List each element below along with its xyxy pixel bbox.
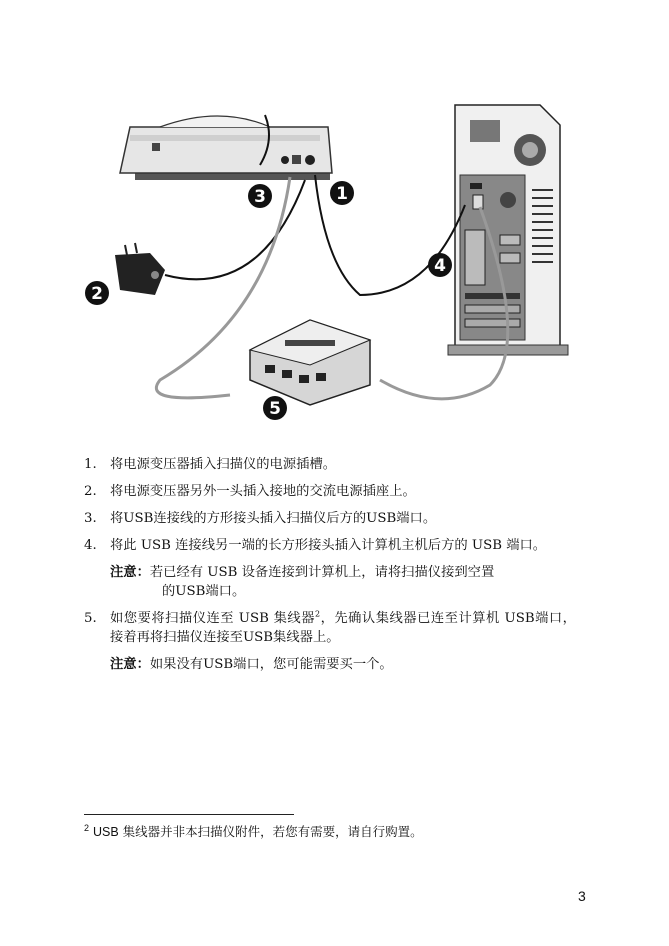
- svg-text:1: 1: [336, 184, 348, 204]
- step-text: 将电源变压器插入扫描仪的电源插槽。: [110, 457, 337, 472]
- scanner-device: [120, 116, 332, 180]
- step-number: 5.: [84, 611, 97, 626]
- svg-text:4: 4: [434, 256, 446, 276]
- step-text: 如您要将扫描仪连至 USB 集线器$^2$，先确认集线器已连至计算机 USB端口， 接着再将扫描仪连接至USB集线器上。: [110, 609, 576, 645]
- svg-text:5: 5: [269, 399, 281, 419]
- step-text: 将电源变压器另外一头插入接地的交流电源插座上。: [110, 484, 416, 499]
- svg-text:3: 3: [254, 187, 266, 207]
- instruction-steps: [84, 455, 576, 682]
- step-text: 将USB连接线的方形接头插入扫描仪后方的USB端口。: [110, 511, 437, 526]
- power-adapter: [115, 243, 165, 295]
- footnote-divider: [84, 814, 294, 815]
- note-no-usb: [84, 655, 576, 674]
- step-number: 2.: [84, 484, 97, 499]
- footnote-mark: 2: [84, 822, 90, 833]
- callout-4: [428, 253, 452, 277]
- note-label: 注意：: [110, 657, 150, 672]
- note-label: 注意：: [110, 565, 150, 580]
- step-number: 4.: [84, 538, 97, 553]
- step-item: [84, 482, 576, 501]
- step-item: [84, 509, 576, 528]
- footnote-text: 集线器并非本扫描仪附件，若您有需要，请自行购置。: [118, 824, 423, 839]
- usb-hub: [250, 320, 370, 405]
- svg-text:2: 2: [91, 284, 103, 304]
- step-number: 3.: [84, 511, 97, 526]
- callout-1: [330, 181, 354, 205]
- note-usb-device: [84, 563, 576, 601]
- connection-illustration: [60, 95, 600, 425]
- note-text: 如果没有USB端口，您可能需要买一个。: [149, 657, 393, 672]
- footnote-ref: 2: [314, 609, 321, 619]
- page-number: 3: [578, 888, 586, 904]
- step-item: [84, 536, 576, 555]
- callout-2: [85, 281, 109, 305]
- note-text-line1: 若已经有 USB 设备连接到计算机上，请将扫描仪接到空置: [149, 565, 495, 580]
- step-item: [84, 455, 576, 474]
- step-number: 1.: [84, 457, 97, 472]
- step-text: 将此 USB 连接线另一端的长方形接头插入计算机主机后方的 USB 端口。: [110, 538, 547, 553]
- step-item: [84, 609, 576, 647]
- callout-3: [248, 184, 272, 208]
- callout-5: [263, 396, 287, 420]
- note-text-line2: 的USB端口。: [162, 584, 246, 599]
- footnote-usb: USB: [93, 825, 119, 839]
- footnote: [84, 822, 423, 840]
